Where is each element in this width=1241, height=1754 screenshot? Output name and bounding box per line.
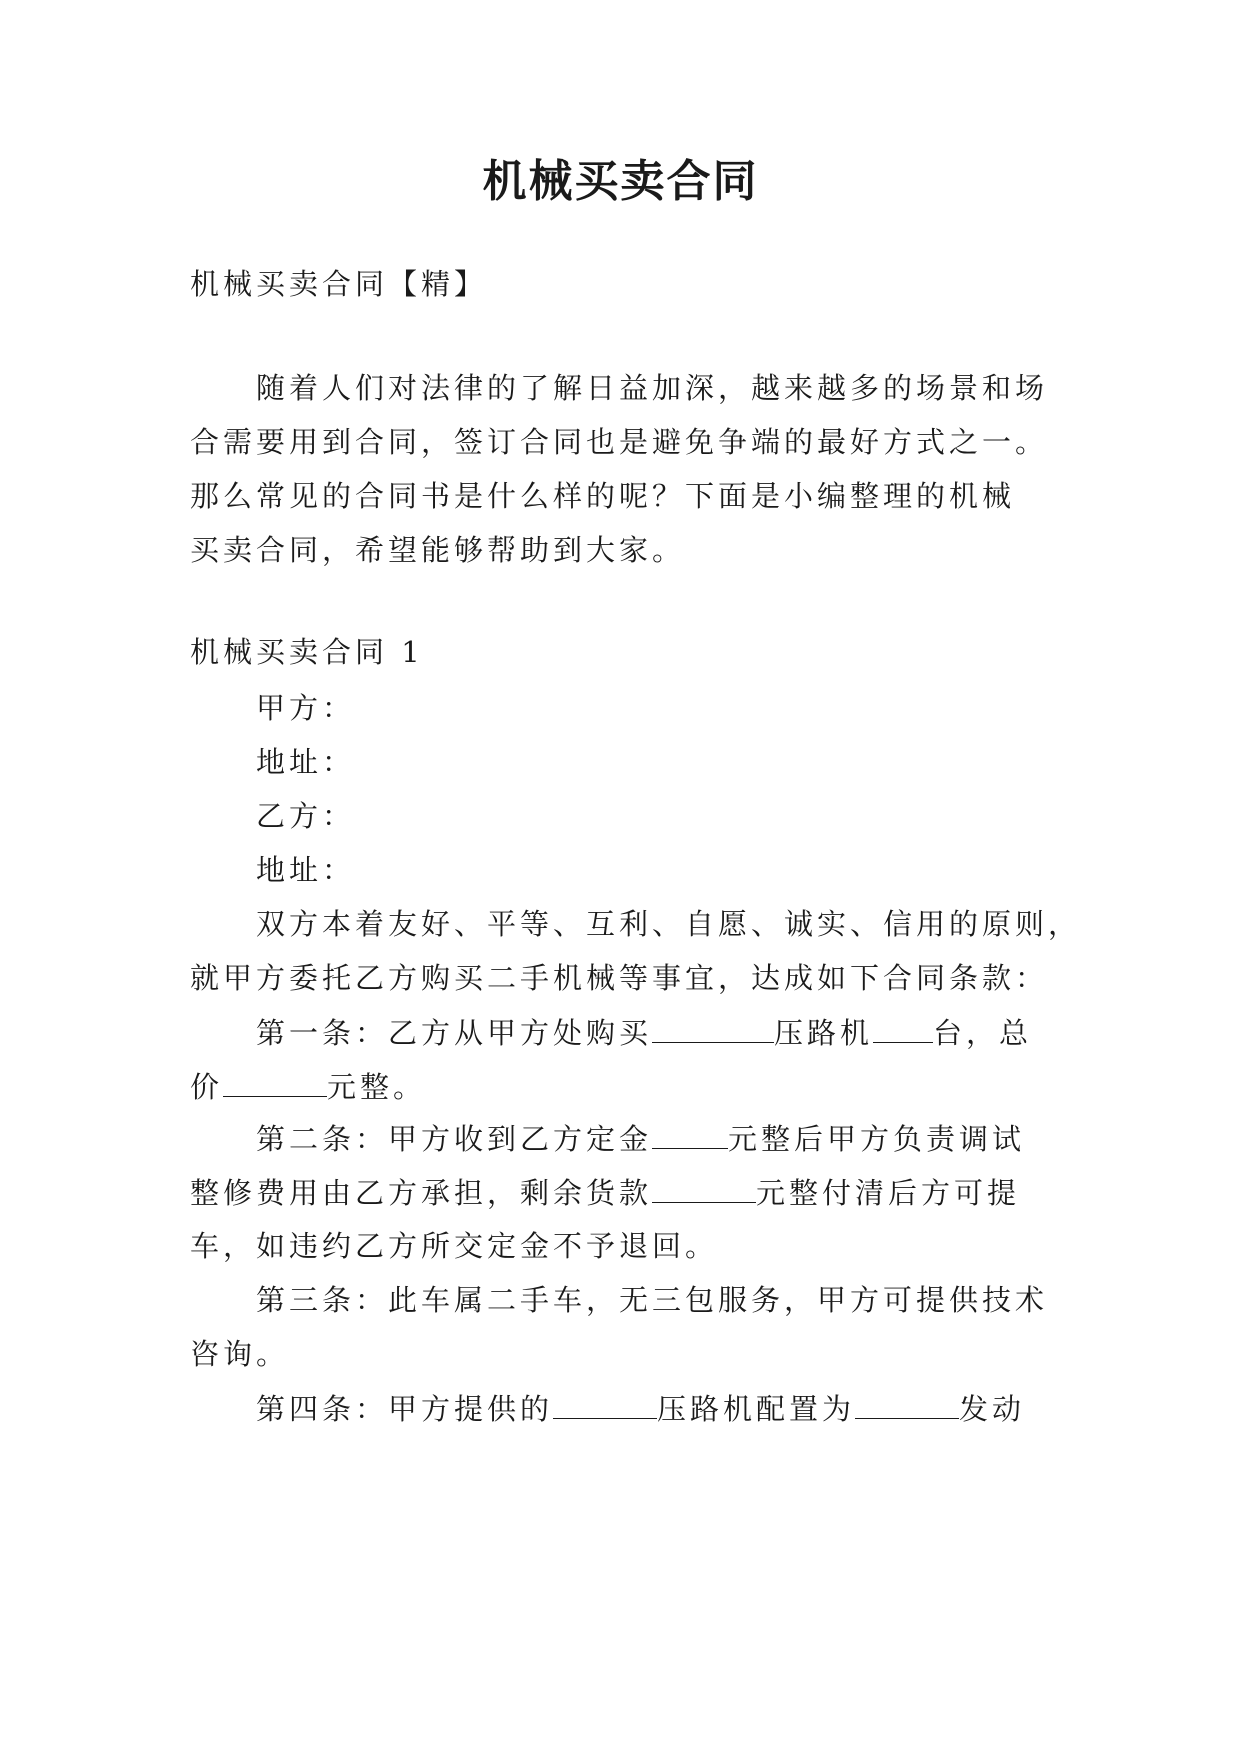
clause-1-text-c: 台，总 — [933, 1016, 1033, 1050]
clause-3-line-2: 咨询。 — [190, 1337, 290, 1371]
clause-1-text-d: 价 — [190, 1070, 224, 1104]
clause-1-text-e: 元整。 — [327, 1070, 427, 1104]
clause-3-line-1: 第三条：此车属二手车，无三包服务，甲方可提供技术 — [256, 1283, 1049, 1317]
blank-model-field — [652, 1012, 774, 1043]
clause-4-text-a: 第四条：甲方提供的 — [256, 1392, 554, 1426]
principle-line-1: 双方本着友好、平等、互利、自愿、诚实、信用的原则， — [256, 907, 1082, 941]
clause-1-text-a: 第一条：乙方从甲方处购买 — [256, 1016, 653, 1050]
blank-roller-model-field — [553, 1388, 657, 1419]
clause-2-line-1 — [256, 1118, 1025, 1159]
section-title: 机械买卖合同 1 — [190, 635, 424, 669]
intro-line-4: 买卖合同，希望能够帮助到大家。 — [190, 533, 686, 567]
document-title: 机械买卖合同 — [482, 156, 759, 207]
intro-line-2: 合需要用到合同，签订合同也是避免争端的最好方式之一。 — [190, 425, 1049, 459]
blank-deposit-field — [652, 1118, 728, 1149]
clause-1-line-2 — [190, 1066, 426, 1107]
clause-4-line-1 — [256, 1388, 1025, 1429]
clause-2-text-c: 整修费用由乙方承担，剩余货款 — [190, 1176, 653, 1210]
party-b-address-label: 地址： — [256, 853, 356, 887]
clause-4-text-b: 压路机配置为 — [657, 1392, 856, 1426]
document-subtitle: 机械买卖合同【精】 — [190, 267, 488, 301]
blank-total-price-field — [223, 1066, 327, 1097]
blank-configuration-field — [855, 1388, 959, 1419]
party-a-label: 甲方： — [256, 691, 356, 725]
clause-2-line-3: 车，如违约乙方所交定金不予退回。 — [190, 1229, 719, 1263]
blank-quantity-field — [873, 1012, 933, 1043]
clause-1-line-1 — [256, 1012, 1032, 1053]
party-b-label: 乙方： — [256, 799, 356, 833]
principle-line-2: 就甲方委托乙方购买二手机械等事宜，达成如下合同条款： — [190, 961, 1049, 995]
blank-balance-field — [652, 1172, 756, 1203]
clause-2-line-2 — [190, 1172, 1020, 1213]
clause-2-text-a: 第二条：甲方收到乙方定金 — [256, 1122, 653, 1156]
clause-2-text-b: 元整后甲方负责调试 — [728, 1122, 1026, 1156]
clause-2-text-d: 元整付清后方可提 — [756, 1176, 1021, 1210]
clause-4-text-c: 发动 — [959, 1392, 1026, 1426]
party-a-address-label: 地址： — [256, 745, 356, 779]
clause-1-text-b: 压路机 — [774, 1016, 874, 1050]
intro-line-1: 随着人们对法律的了解日益加深，越来越多的场景和场 — [256, 371, 1049, 405]
intro-line-3: 那么常见的合同书是什么样的呢？下面是小编整理的机械 — [190, 479, 1016, 513]
